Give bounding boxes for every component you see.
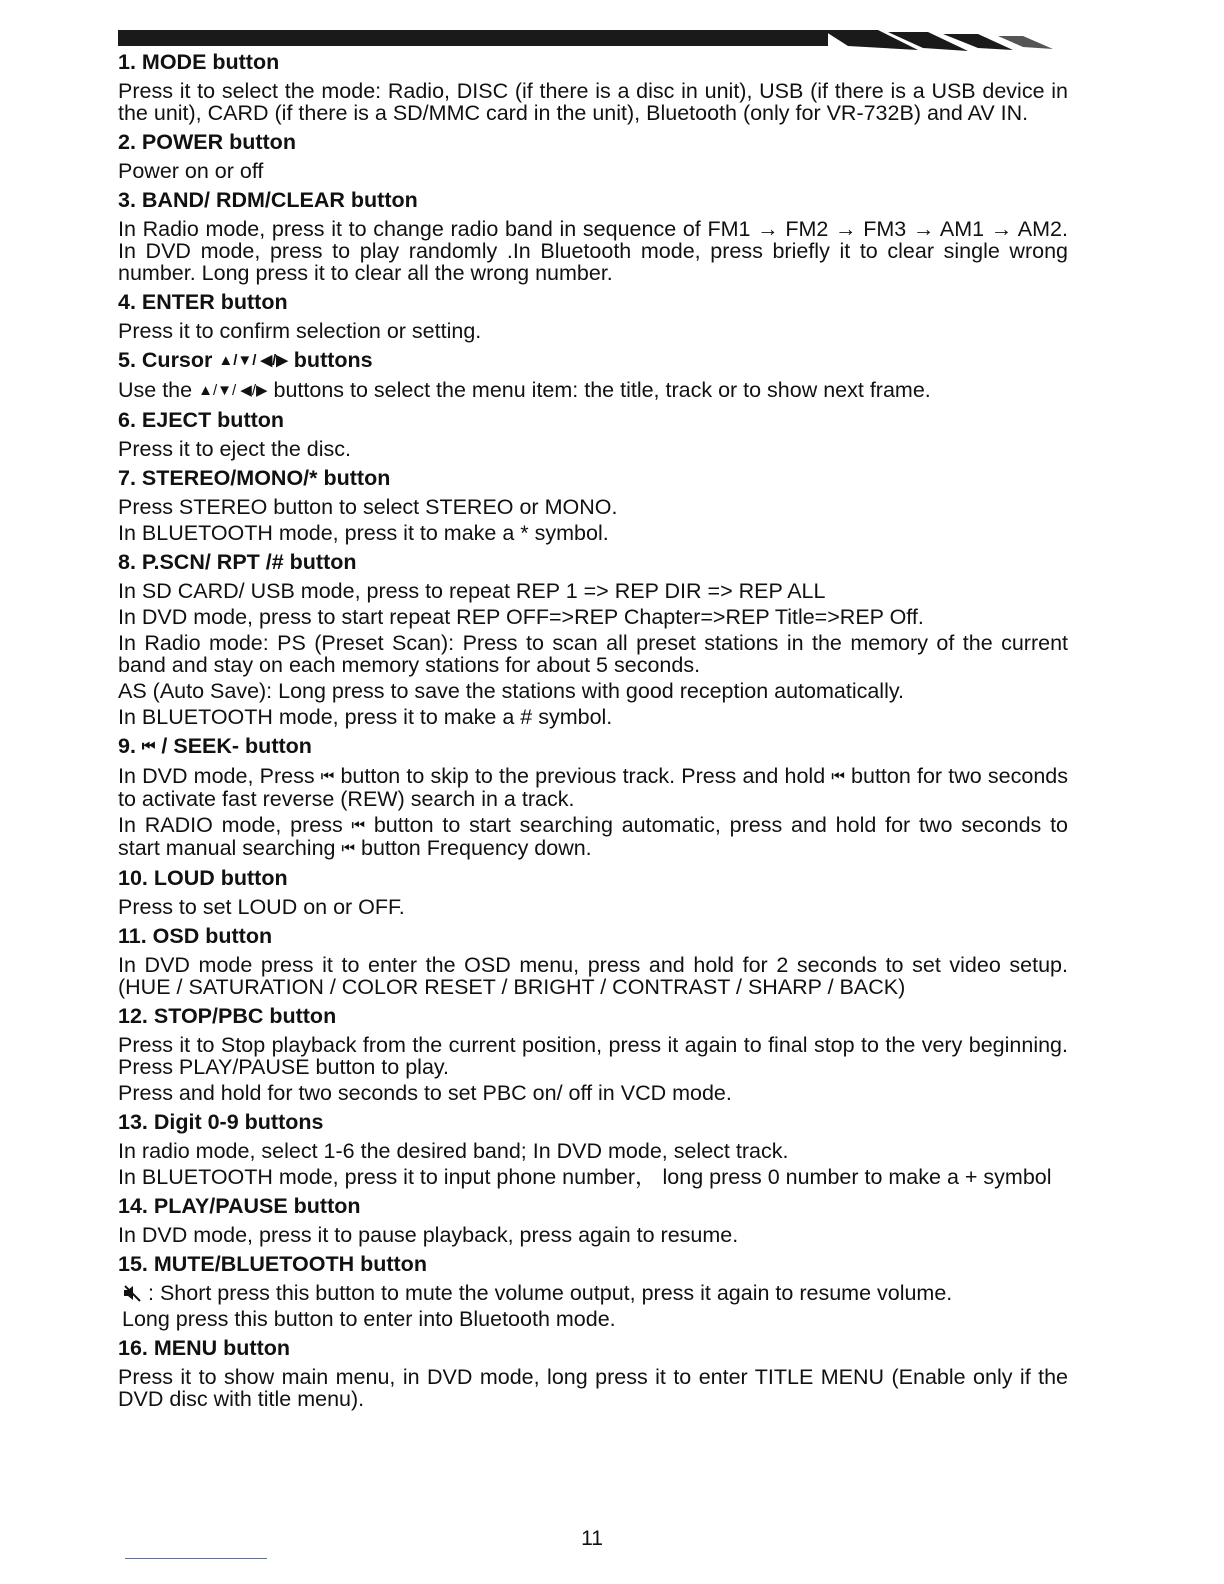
section-heading: 6. EJECT button [118, 408, 285, 432]
section-heading [118, 734, 1068, 759]
section-text: Press it to Stop playback from the current position, press it again to final stop to the very beginning. Press PLAY/PAUSE button to play. [118, 1033, 1068, 1079]
section-mode [118, 50, 1068, 124]
section-heading: 15. MUTE/BLUETOOTH button [118, 1252, 427, 1276]
text-run: buttons to select the menu item: the title, track or to show next frame. [273, 378, 931, 402]
section-text [118, 379, 1068, 402]
arrow-cursor-icons: ▲/▼/ ◀/▶ [218, 352, 288, 369]
section-heading: 14. PLAY/PAUSE button [118, 1194, 361, 1218]
section-text: In radio mode, select 1-6 the desired band; In DVD mode, select track. [118, 1139, 789, 1163]
section-osd [118, 924, 1068, 998]
section-heading: 1. MODE button [118, 50, 280, 74]
header-decor-bar [118, 30, 1063, 52]
heading-text: buttons [293, 348, 373, 372]
page-number: 11 [581, 1527, 603, 1550]
section-text: Long press this button to enter into Bluetooth mode. [122, 1307, 616, 1331]
section-heading [118, 348, 1068, 373]
skip-previous-icon: ⏮ [341, 840, 355, 857]
section-heading: 11. OSD button [118, 924, 273, 948]
skip-previous-icon: ⏮ [141, 738, 156, 755]
section-cursor [118, 348, 1068, 402]
section-stereo [118, 466, 1068, 544]
text-run: In DVD mode, Press [118, 764, 315, 788]
arrow-cursor-icons: ▲/▼/ ◀/▶ [198, 382, 268, 399]
section-stop [118, 1004, 1068, 1104]
section-mute [118, 1252, 1068, 1330]
section-text [118, 765, 1068, 810]
section-text [118, 814, 1068, 860]
section-text [118, 1282, 1068, 1304]
section-heading: 8. P.SCN/ RPT /# button [118, 550, 357, 574]
section-text: In BLUETOOTH mode, press it to make a * symbol. [118, 521, 609, 545]
manual-content [118, 50, 1068, 1414]
section-power [118, 130, 1068, 182]
section-text: Press it to select the mode: Radio, DISC (if there is a disc in unit), USB (if there is a USB device in the unit), CARD (if there is a SD/MMC card in the unit), Bluetooth (only for VR-732B) and AV IN. [118, 79, 1068, 125]
section-enter [118, 290, 1068, 342]
section-text: In Radio mode: PS (Preset Scan): Press to scan all preset stations in the memory of the current band and stay on each memory stations for about 5 seconds. [118, 631, 1068, 677]
section-text: Press it to eject the disc. [118, 437, 352, 461]
section-text: In DVD mode, press it to pause playback, press again to resume. [118, 1223, 739, 1247]
heading-text: 9. [118, 734, 136, 758]
section-heading: 10. LOUD button [118, 866, 288, 890]
footer-line [125, 1558, 267, 1559]
text-run: : Short press this button to mute the volume output, press it again to resume volume. [148, 1281, 953, 1305]
section-text: Press it to confirm selection or setting. [118, 319, 482, 343]
section-text: AS (Auto Save): Long press to save the stations with good reception automatically. [118, 679, 904, 703]
section-heading: 13. Digit 0-9 buttons [118, 1110, 324, 1134]
section-heading: 4. ENTER button [118, 290, 288, 314]
section-heading: 12. STOP/PBC button [118, 1004, 337, 1028]
section-heading: 7. STEREO/MONO/* button [118, 466, 391, 490]
text-run: button to skip to the previous track. Press and hold [340, 764, 826, 788]
text-run: Use the [118, 378, 193, 402]
section-heading: 3. BAND/ RDM/CLEAR button [118, 188, 418, 212]
section-digit [118, 1110, 1068, 1188]
section-eject [118, 408, 1068, 460]
section-menu [118, 1336, 1068, 1410]
section-seek [118, 734, 1068, 860]
section-band [118, 188, 1068, 284]
section-pscn [118, 550, 1068, 728]
section-heading: 16. MENU button [118, 1336, 290, 1360]
section-text: Press it to show main menu, in DVD mode, long press it to enter TITLE MENU (Enable only if the DVD disc with title menu). [118, 1365, 1068, 1411]
section-text: In SD CARD/ USB mode, press to repeat REP 1 => REP DIR => REP ALL [118, 579, 826, 603]
section-text: In DVD mode press it to enter the OSD menu, press and hold for 2 seconds to set video setup. (HUE / SATURATION / COLOR RESET / BRIGHT / CONTRAST / SHARP / BACK) [118, 953, 1068, 999]
section-text: Press to set LOUD on or OFF. [118, 895, 405, 919]
mute-icon [122, 1283, 142, 1303]
section-text: Press STEREO button to select STEREO or MONO. [118, 495, 618, 519]
text-run: button to start searching automatic, press and hold for two seconds to start manual searching [118, 813, 1068, 860]
text-run: In RADIO mode, press [118, 813, 343, 837]
section-text: In Radio mode, press it to change radio band in sequence of FM1 → FM2 → FM3 → AM1 → AM2. In DVD mode, press to play randomly .In Bluetooth mode, press briefly it to clear single wrong number. Long press it to clear all the wrong number. [118, 217, 1068, 285]
skip-previous-icon: ⏮ [320, 768, 335, 785]
skip-previous-icon: ⏮ [351, 817, 366, 834]
heading-text: / SEEK- button [161, 734, 312, 758]
section-text: In DVD mode, press to start repeat REP OFF=>REP Chapter=>REP Title=>REP Off. [118, 605, 924, 629]
section-text: In BLUETOOTH mode, press it to input phone number， long press 0 number to make a + symbol [118, 1165, 1052, 1189]
section-text: In BLUETOOTH mode, press it to make a # symbol. [118, 705, 613, 729]
text-run: button Frequency down. [360, 836, 592, 860]
heading-text: 5. Cursor [118, 348, 213, 372]
section-text: Press and hold for two seconds to set PBC on/ off in VCD mode. [118, 1081, 732, 1105]
text-run: button for two seconds to activate fast reverse (REW) search in a track. [118, 764, 1068, 811]
section-loud [118, 866, 1068, 918]
section-text: Power on or off [118, 159, 264, 183]
skip-previous-icon: ⏮ [831, 768, 845, 785]
section-play [118, 1194, 1068, 1246]
section-heading: 2. POWER button [118, 130, 296, 154]
